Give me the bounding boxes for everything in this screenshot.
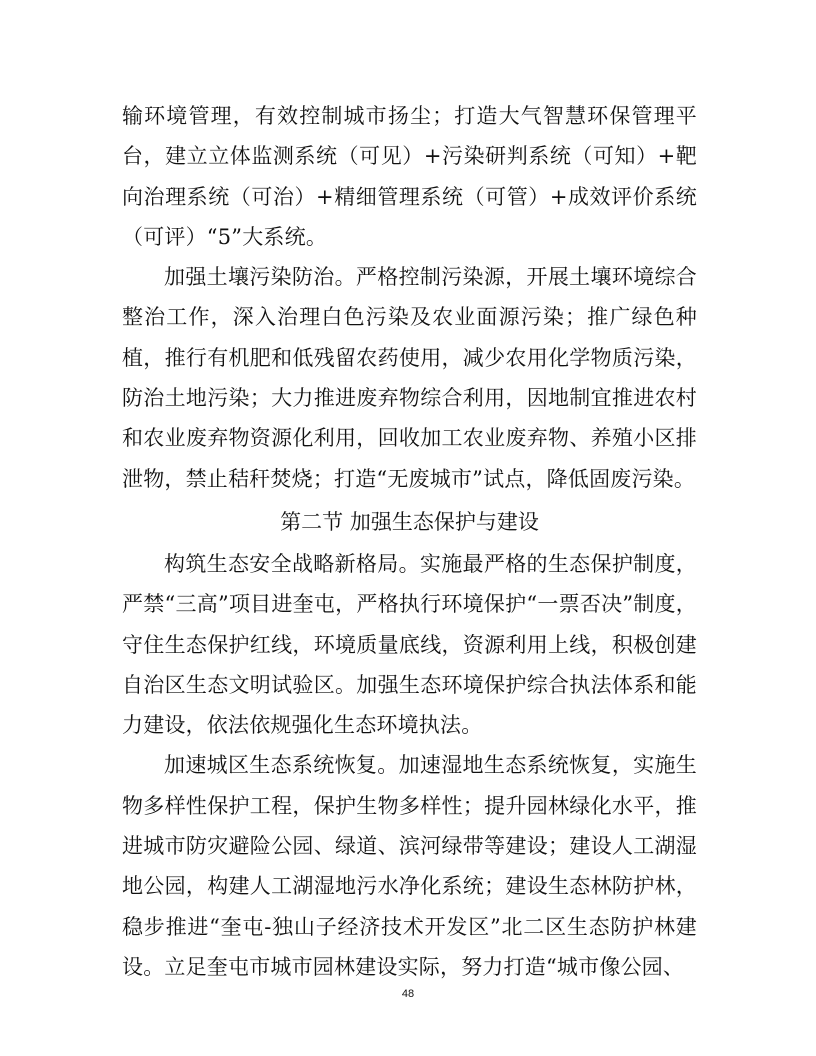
paragraph-lead: 加速城区生态系统恢复。: [164, 753, 399, 778]
paragraph-body: 严格控制污染源，开展土壤环境综合整治工作，深入治理白色污染及农业面源污染；推广绿色种植，推行有机肥和低残留农药使用，减少农用化学物质污染，防治土地污染；大力推进废弃物综合利用，因地制宜推进农村和农业废弃物资源化利用，回收加工农业废弃物、养殖小区排泄物，禁止秸秆焚烧；打造“无废城市”试点，降低固废污染。: [122, 265, 697, 491]
paragraph-soil-pollution: [122, 257, 697, 499]
paragraph-continued: [122, 96, 697, 257]
page-content: [122, 96, 697, 987]
section-heading: 第二节 加强生态保护与建设: [280, 509, 539, 534]
paragraph-ecological-security: [122, 544, 697, 745]
paragraph-ecosystem-restoration: [122, 745, 697, 987]
page-number: 48: [401, 988, 415, 1000]
paragraph-body: 加速湿地生态系统恢复，实施生物多样性保护工程，保护生物多样性；提升园林绿化水平，推进城市防灾避险公园、绿道、滨河绿带等建设；建设人工湖湿地公园，构建人工湖湿地污水净化系统；建设生态林防护林，稳步推进“奎屯-独山子经济技术开发区”北二区生态防护林建设。立足奎屯市城市园林建设实际，努力打造“城市像公园、: [122, 753, 697, 979]
paragraph-body: 输环境管理，有效控制城市扬尘；打造大气智慧环保管理平台，建立立体监测系统（可见）+污染研判系统（可知）+靶向治理系统（可治）+精细管理系统（可管）+成效评价系统（可评）“5”大系统。: [122, 104, 697, 249]
paragraph-lead: 加强土壤污染防治。: [164, 265, 356, 290]
paragraph-body: 实施最严格的生态保护制度，严禁“三高”项目进奎屯，严格执行环境保护“一票否决”制度，守住生态保护红线，环境质量底线，资源利用上线，积极创建自治区生态文明试验区。加强生态环境保护综合执法体系和能力建设，依法依规强化生态环境执法。: [122, 551, 697, 738]
paragraph-lead: 构筑生态安全战略新格局。: [164, 551, 420, 576]
